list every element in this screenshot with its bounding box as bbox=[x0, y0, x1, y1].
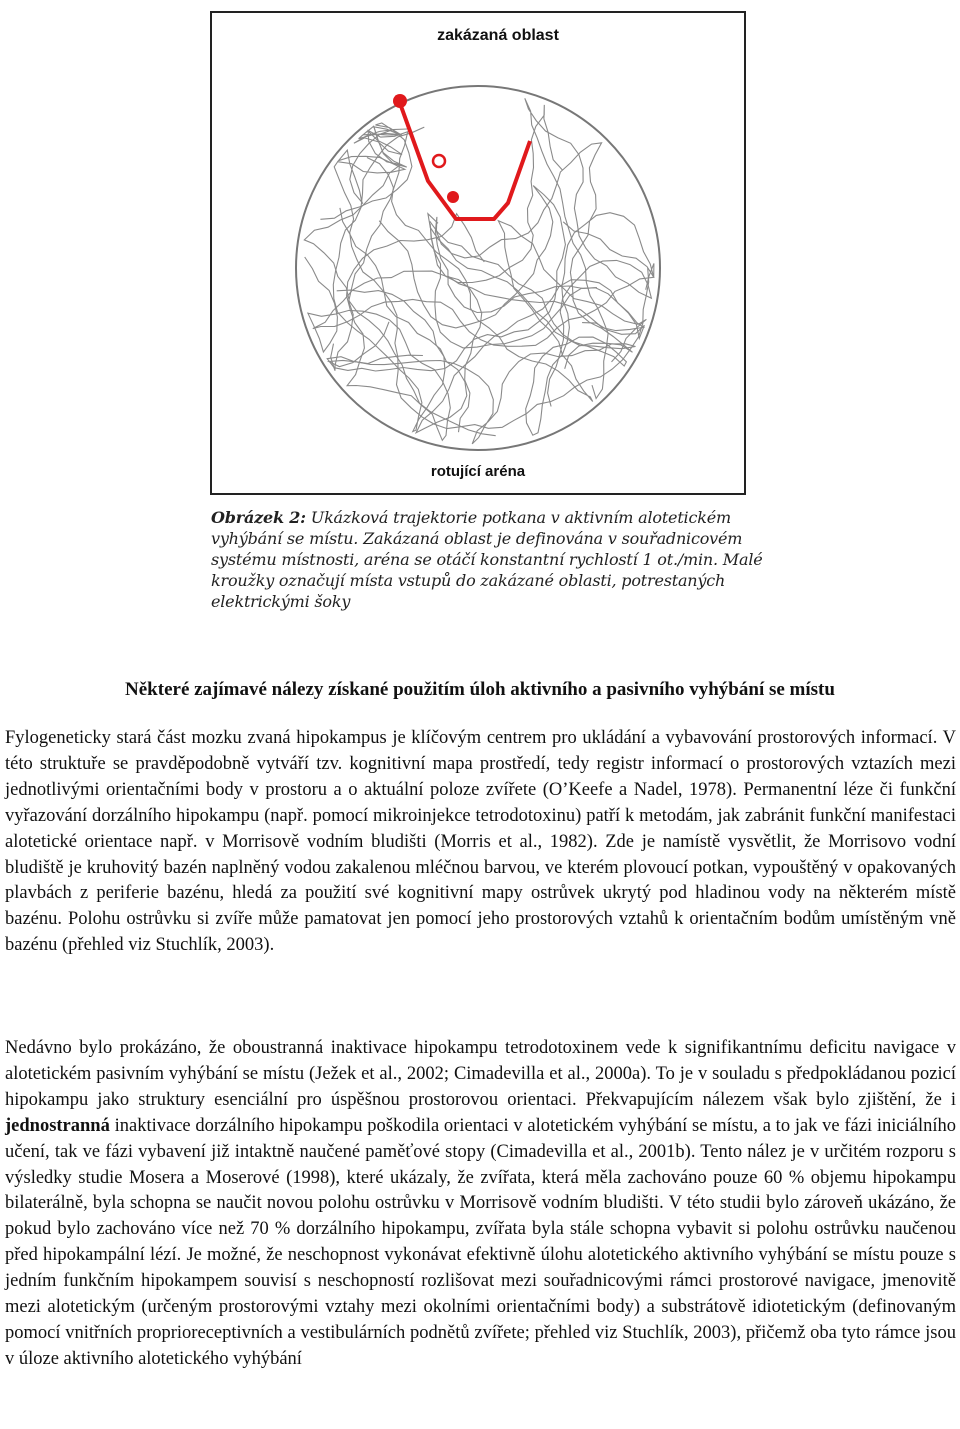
section-heading: Některé zajímavé nálezy získané použitím úloh aktivního a pasivního vyhýbání se místu bbox=[125, 679, 835, 700]
shock-entry-marker bbox=[447, 191, 459, 203]
paragraph-2-bold: jednostranná bbox=[5, 1115, 110, 1136]
figure-caption bbox=[211, 507, 771, 612]
shock-entry-marker bbox=[433, 155, 445, 167]
caption-text: Ukázková trajektorie potkana v aktivním alotetickém vyhýbání se místu. Zakázaná oblast je definována v souřadnicovém systému místnosti, aréna se otáčí konstantní rychlostí 1 ot./min. Malé kroužky označují místa vstupů do zakázané oblasti, potrestaných elektrickými šoky bbox=[211, 508, 763, 611]
paragraph-1: Fylogeneticky stará část mozku zvaná hipokampus je klíčovým centrem pro ukládání a vybavování prostorových informací. V této struktuře se pravděpodobně vytváří tzv. kognitivní mapa prostředí, tedy registr informací o prostorových vztazích mezi jednotlivými orientačními body v prostoru a o aktuální poloze zvířete (O’Keefe a Nadel, 1978). Permanentní léze či funkční vyřazování dorzálního hipokampu (např. pomocí mikroinjekce tetrodotoxinu) patří k metodám, jak zabránit funkční manifestaci alotetické orientace např. v Morrisově vodním bludišti (Morris et al., 1982). Zde je namístě vysvětlit, že Morrisovo vodní bludiště je kruhovitý bazén naplněný vodou zakalenou mléčnou barvou, ve kterém plovoucí potkan, vypouštěný v opakovaných plavbách z periferie bazénu, hledá za použití své kognitivní mapy ostrůvek ukrytý pod hladinou vody na některém místě bazénu. Polohu ostrůvku si zvíře může pamatovat jen pomocí jeho prostorových vztahů k orientačním bodům umístěným vně bazénu (přehled viz Stuchlík, 2003). bbox=[5, 728, 956, 956]
forbidden-zone-label: zakázaná oblast bbox=[437, 27, 559, 44]
paragraph-2 bbox=[5, 1036, 956, 1373]
trajectory-segment bbox=[327, 186, 565, 372]
shock-entry-marker bbox=[393, 94, 407, 108]
figure-frame bbox=[210, 11, 746, 495]
trajectory-segment bbox=[525, 98, 652, 406]
caption-label: Obrázek 2: bbox=[211, 508, 306, 527]
arena-circle bbox=[296, 86, 660, 450]
rotating-arena-label: rotující aréna bbox=[430, 463, 526, 480]
trajectory-segment bbox=[340, 208, 644, 433]
paragraph-2-text-b: inaktivace dorzálního hipokampu poškodila orientaci v alotetickém vyhýbání se místu, a to jak ve fázi iniciálního učení, tak ve fázi vybavení již intaktně naučené paměťové stopy (Cimadevilla et al., 2001b). Tento nález je v určitém rozporu s výsledky studie Mosera a Moserové (1998), které ukázaly, že zvířata, která měla zachováno pouze 60 % objemu hipokampu bilaterálně, byla schopna se naučit novou polohu ostrůvku v Morrisově vodním bludišti. V této studii bylo zároveň ukázáno, že pokud bylo zachováno více než 70 % dorzálního hipokampu, zvířata byla stále schopna vybavit si polohu ostrůvku naučenou před hipokampální lézí. Je možné, že neschopnost vykonávat efektivně úlohu alotetického aktivního vyhýbání se místu pouze s jedním funkčním hipokampem souvisí s neschopností rozlišovat mezi souřadnicovými rámci prostorové navigace, jmenovitě mezi alotetickým (určeným prostorovými vztahy mezi okolními orientačními body) a substrátově idiotetickým (definovaným pomocí vnitřních proprioreceptivních a vestibulárních podnětů zvířete; přehled viz Stuchlík, 2003), přičemž oba tyto rámce jsou v úloze aktivního alotetického vyhýbání bbox=[5, 1115, 956, 1369]
rat-trajectory bbox=[304, 98, 654, 444]
forbidden-zone-boundary bbox=[397, 95, 530, 219]
trajectory-segment bbox=[334, 150, 649, 429]
trajectory-segment bbox=[367, 158, 647, 402]
trajectory-segment bbox=[329, 214, 636, 444]
arena-trajectory-figure bbox=[212, 13, 744, 493]
paragraph-2-text-a: Nedávno bylo prokázáno, že oboustranná inaktivace hipokampu tetrodotoxinem vede k signifikantnímu deficitu navigace v alotetickém pasivním vyhýbání se místu (Ježek et al., 2002; Cimadevilla et al., 2000a). To je v souladu s předpokládanou pozicí hipokampu jako struktury esenciální pro úspěšnou prostorovou orientaci. Překvapujícím nálezem však bylo zjištění, že i bbox=[5, 1038, 956, 1110]
